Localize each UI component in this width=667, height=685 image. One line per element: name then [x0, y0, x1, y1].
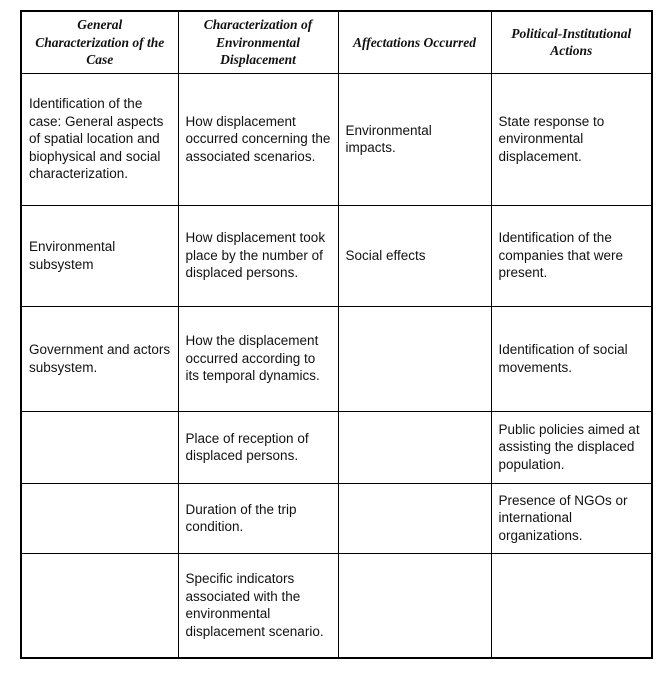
- table-cell: [338, 306, 491, 411]
- table-row: [21, 205, 652, 306]
- header-cell-affectations-occurred: Affectations Occurred: [338, 11, 491, 73]
- table-cell: [338, 483, 491, 553]
- table-cell: How the displacement occurred according to its temporal dynamics.: [178, 306, 338, 411]
- table-cell: State response to environmental displacement.: [491, 73, 652, 205]
- table-cell: [21, 553, 178, 658]
- header-cell-political-institutional: Political-Institutional Actions: [491, 11, 652, 73]
- table-row: [21, 73, 652, 205]
- table-cell: [338, 553, 491, 658]
- table-cell: How displacement occurred concerning the associated scenarios.: [178, 73, 338, 205]
- header-cell-general-characterization: General Characterization of the Case: [21, 11, 178, 73]
- table-cell: Place of reception of displaced persons.: [178, 411, 338, 483]
- table-row: [21, 411, 652, 483]
- table-cell: Presence of NGOs or international organizations.: [491, 483, 652, 553]
- table-header-row: [21, 11, 652, 73]
- table-row: [21, 483, 652, 553]
- table-cell: Environmental subsystem: [21, 205, 178, 306]
- table-cell: Public policies aimed at assisting the displaced population.: [491, 411, 652, 483]
- table-cell: Government and actors subsystem.: [21, 306, 178, 411]
- table-cell: Social effects: [338, 205, 491, 306]
- table-cell: [21, 411, 178, 483]
- data-table: [20, 10, 653, 659]
- table-cell: Identification of the companies that were present.: [491, 205, 652, 306]
- table-row: [21, 306, 652, 411]
- table-cell: Identification of the case: General aspects of spatial location and biophysical and social characterization.: [21, 73, 178, 205]
- table-cell: Identification of social movements.: [491, 306, 652, 411]
- header-cell-environmental-displacement: Characterization of Environmental Displacement: [178, 11, 338, 73]
- table-cell: Duration of the trip condition.: [178, 483, 338, 553]
- table-cell: Specific indicators associated with the environmental displacement scenario.: [178, 553, 338, 658]
- table-cell: [491, 553, 652, 658]
- table-cell: [21, 483, 178, 553]
- table-cell: How displacement took place by the number of displaced persons.: [178, 205, 338, 306]
- table-cell: Environmental impacts.: [338, 73, 491, 205]
- table-row: [21, 553, 652, 658]
- table-cell: [338, 411, 491, 483]
